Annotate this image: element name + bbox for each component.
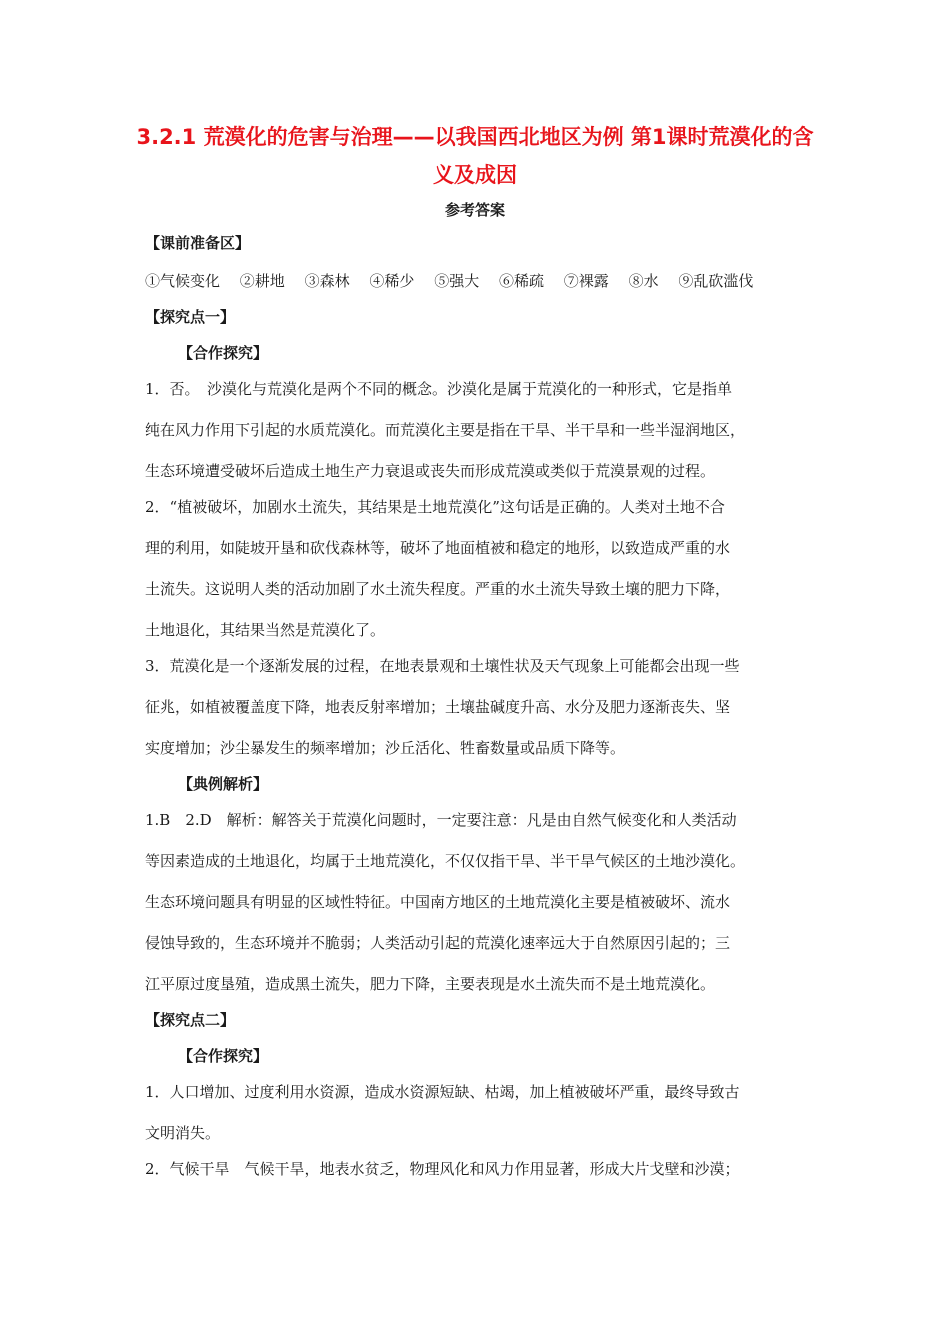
text-line: 土流失。这说明人类的活动加剧了水土流失程度。严重的水土流失导致土壤的肥力下降， [145,580,731,598]
text-line: 2．气候干旱 气候干旱，地表水贫乏，物理风化和风力作用显著，形成大片戈壁和沙漠； [145,1160,740,1178]
answer-item: ③森林 [304,272,350,290]
text-line: 1.B 2.D 解析：解答关于荒漠化问题时，一定要注意：凡是由自然气候变化和人类活动 [145,811,737,829]
answer-item: ⑤强大 [434,272,480,290]
answer-item: ①气候变化 [145,272,221,290]
text-line: 纯在风力作用下引起的水质荒漠化。而荒漠化主要是指在干旱、半干旱和一些半湿润地区， [145,421,746,439]
text-line: 1．否。 沙漠化与荒漠化是两个不同的概念。沙漠化是属于荒漠化的一种形式，它是指单 [145,380,733,398]
text-line: 土地退化，其结果当然是荒漠化了。 [145,621,386,639]
answer-item: ④稀少 [369,272,415,290]
document-subtitle: 参考答案 [444,201,505,219]
text-line: 等因素造成的土地退化，均属于土地荒漠化，不仅仅指干旱、半干旱气候区的土地沙漠化。 [145,852,746,870]
text-line: 理的利用，如陡坡开垦和砍伐森林等，破坏了地面植被和稳定的地形，以致造成严重的水 [145,539,731,557]
text-line: 3．荒漠化是一个逐渐发展的过程，在地表景观和土壤性状及天气现象上可能都会出现一些 [145,657,740,675]
section-heading-prep: 【课前准备区】 [145,234,251,252]
document-title: 3.2.1 荒漠化的危害与治理——以我国西北地区为例 第1课时荒漠化的含义及成因 [136,125,814,187]
subsection-heading-example: 【典例解析】 [178,775,269,793]
answer-item: ②耕地 [239,272,285,290]
answer-item: ⑧水 [628,272,659,290]
answer-item: ⑥稀疏 [498,272,544,290]
text-line: 征兆，如植被覆盖度下降，地表反射率增加；土壤盐碱度升高、水分及肥力逐渐丧失、坚 [145,698,731,716]
text-line: 2．“植被破坏，加剧水土流失，其结果是土地荒漠化”这句话是正确的。人类对土地不合 [145,498,725,516]
answer-item: ⑨乱砍滥伐 [678,272,754,290]
text-line: 1．人口增加、过度利用水资源，造成水资源短缺、枯竭，加上植被破坏严重，最终导致古 [145,1083,740,1101]
text-line: 江平原过度垦殖，造成黑土流失，肥力下降，主要表现是水土流失而不是土地荒漠化。 [145,975,716,993]
text-line: 文明消失。 [145,1124,221,1142]
text-line: 侵蚀导致的，生态环境并不脆弱；人类活动引起的荒漠化速率远大于自然原因引起的；三 [145,934,731,952]
answer-item: ⑦裸露 [563,272,609,290]
text-line: 生态环境问题具有明显的区域性特征。中国南方地区的土地荒漠化主要是植被破坏、流水 [145,893,731,911]
text-line: 实度增加；沙尘暴发生的频率增加；沙丘活化、牲畜数量或品质下降等。 [145,739,626,757]
prep-answers [145,270,768,292]
section-heading-explore-2: 【探究点二】 [145,1011,236,1029]
section-heading-explore-1: 【探究点一】 [145,308,236,326]
subsection-heading-coop-1: 【合作探究】 [178,344,269,362]
text-line: 生态环境遭受破坏后造成土地生产力衰退或丧失而形成荒漠或类似于荒漠景观的过程。 [145,462,716,480]
subsection-heading-coop-2: 【合作探究】 [178,1047,269,1065]
